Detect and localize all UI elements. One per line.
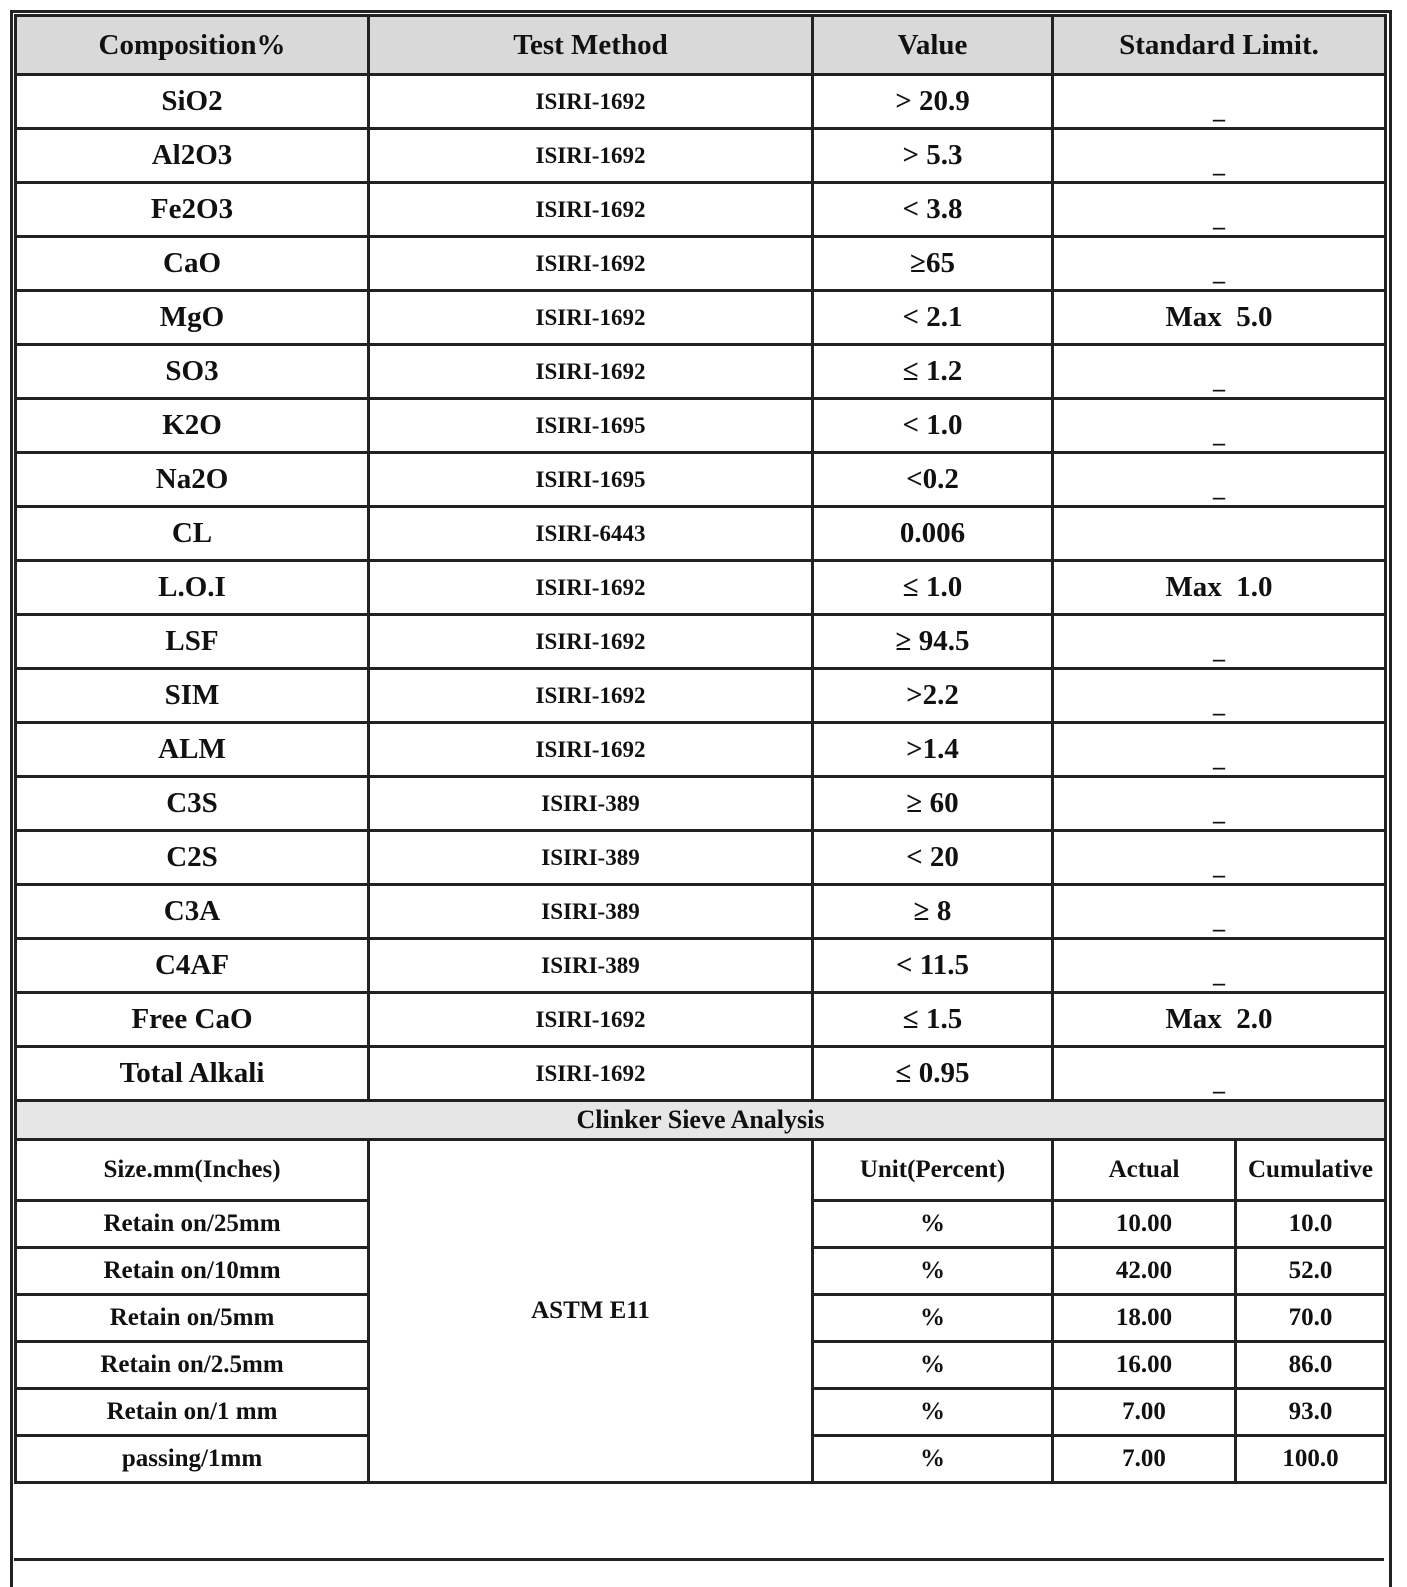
composition-cell: K2O — [16, 399, 369, 453]
table-row — [16, 615, 1386, 669]
composition-cell: C3S — [16, 777, 369, 831]
sieve-size-cell: passing/1mm — [16, 1436, 369, 1483]
standard-limit-cell — [1053, 993, 1386, 1047]
sieve-unit-cell: % — [813, 1389, 1053, 1436]
standard-limit-cell — [1053, 453, 1386, 507]
table-row — [16, 561, 1386, 615]
clinker-spec-table — [14, 14, 1387, 1484]
standard-limit-text: _ — [1213, 98, 1225, 124]
standard-limit-text: _ — [1213, 962, 1225, 988]
standard-limit-cell — [1053, 777, 1386, 831]
header-test-method: Test Method — [369, 16, 813, 75]
standard-limit-cell — [1053, 885, 1386, 939]
composition-cell: CaO — [16, 237, 369, 291]
standard-limit-text: Max 5.0 — [1165, 301, 1273, 333]
sieve-unit-cell: % — [813, 1295, 1053, 1342]
standard-limit-text: _ — [1213, 152, 1225, 178]
test-method-cell: ISIRI-1692 — [369, 723, 813, 777]
standard-limit-cell — [1053, 1047, 1386, 1101]
composition-cell: Free CaO — [16, 993, 369, 1047]
standard-limit-cell — [1053, 561, 1386, 615]
sieve-cumulative-cell: 100.0 — [1236, 1436, 1386, 1483]
table-row — [16, 885, 1386, 939]
table-row — [16, 291, 1386, 345]
composition-cell: ALM — [16, 723, 369, 777]
standard-limit-text: _ — [1213, 260, 1225, 286]
table-row — [16, 183, 1386, 237]
composition-cell: SO3 — [16, 345, 369, 399]
table-row — [16, 345, 1386, 399]
sieve-size-cell: Retain on/5mm — [16, 1295, 369, 1342]
sieve-unit-cell: % — [813, 1248, 1053, 1295]
sieve-header-size: Size.mm(Inches) — [16, 1140, 369, 1201]
value-cell: < 2.1 — [813, 291, 1053, 345]
test-method-cell: ISIRI-1692 — [369, 669, 813, 723]
standard-limit-text: _ — [1213, 1070, 1225, 1096]
value-cell: ≤ 1.5 — [813, 993, 1053, 1047]
table-row — [16, 129, 1386, 183]
standard-limit-text: _ — [1213, 746, 1225, 772]
sieve-cumulative-cell: 70.0 — [1236, 1295, 1386, 1342]
value-cell: < 3.8 — [813, 183, 1053, 237]
composition-cell: Total Alkali — [16, 1047, 369, 1101]
composition-cell: C4AF — [16, 939, 369, 993]
composition-cell: MgO — [16, 291, 369, 345]
sieve-size-cell: Retain on/2.5mm — [16, 1342, 369, 1389]
value-cell: < 20 — [813, 831, 1053, 885]
sieve-actual-cell: 42.00 — [1053, 1248, 1236, 1295]
header-value: Value — [813, 16, 1053, 75]
value-cell: <0.2 — [813, 453, 1053, 507]
standard-limit-cell — [1053, 183, 1386, 237]
header-row — [16, 16, 1386, 75]
sieve-header-unit: Unit(Percent) — [813, 1140, 1053, 1201]
value-cell: >2.2 — [813, 669, 1053, 723]
standard-limit-cell — [1053, 831, 1386, 885]
composition-cell: Al2O3 — [16, 129, 369, 183]
standard-limit-cell — [1053, 129, 1386, 183]
value-cell: > 20.9 — [813, 75, 1053, 129]
sieve-actual-cell: 18.00 — [1053, 1295, 1236, 1342]
table-row — [16, 507, 1386, 561]
value-cell: ≥ 8 — [813, 885, 1053, 939]
sieve-section-row — [16, 1101, 1386, 1140]
test-method-cell: ISIRI-1692 — [369, 345, 813, 399]
test-method-cell: ISIRI-1692 — [369, 615, 813, 669]
standard-limit-cell — [1053, 345, 1386, 399]
test-method-cell: ISIRI-1692 — [369, 75, 813, 129]
table-row — [16, 723, 1386, 777]
header-standard-limit: Standard Limit. — [1053, 16, 1386, 75]
test-method-cell: ISIRI-1692 — [369, 129, 813, 183]
sieve-section-title: Clinker Sieve Analysis — [16, 1101, 1386, 1140]
test-method-cell: ISIRI-389 — [369, 831, 813, 885]
table-row — [16, 939, 1386, 993]
value-cell: >1.4 — [813, 723, 1053, 777]
composition-cell: LSF — [16, 615, 369, 669]
sieve-unit-cell: % — [813, 1342, 1053, 1389]
table-row — [16, 777, 1386, 831]
test-method-cell: ISIRI-1692 — [369, 1047, 813, 1101]
sieve-actual-cell: 10.00 — [1053, 1201, 1236, 1248]
sieve-header-row — [16, 1140, 1386, 1201]
sieve-unit-cell: % — [813, 1201, 1053, 1248]
test-method-cell: ISIRI-1692 — [369, 993, 813, 1047]
composition-cell: SiO2 — [16, 75, 369, 129]
sieve-actual-cell: 7.00 — [1053, 1436, 1236, 1483]
standard-limit-text: Max 1.0 — [1165, 571, 1273, 603]
sieve-cumulative-cell: 52.0 — [1236, 1248, 1386, 1295]
test-method-cell: ISIRI-1692 — [369, 183, 813, 237]
composition-cell: Na2O — [16, 453, 369, 507]
sieve-size-cell: Retain on/25mm — [16, 1201, 369, 1248]
standard-limit-text: _ — [1213, 476, 1225, 502]
standard-limit-cell — [1053, 669, 1386, 723]
table-row — [16, 669, 1386, 723]
value-cell: ≥ 60 — [813, 777, 1053, 831]
sieve-header-actual: Actual — [1053, 1140, 1236, 1201]
test-method-cell: ISIRI-6443 — [369, 507, 813, 561]
test-method-cell: ISIRI-1692 — [369, 291, 813, 345]
standard-limit-text: _ — [1213, 692, 1225, 718]
standard-limit-text: _ — [1213, 368, 1225, 394]
composition-cell: C3A — [16, 885, 369, 939]
sieve-size-cell: Retain on/10mm — [16, 1248, 369, 1295]
composition-cell: L.O.I — [16, 561, 369, 615]
test-method-cell: ISIRI-389 — [369, 885, 813, 939]
standard-limit-cell — [1053, 939, 1386, 993]
standard-limit-cell — [1053, 399, 1386, 453]
composition-cell: CL — [16, 507, 369, 561]
composition-cell: SIM — [16, 669, 369, 723]
value-cell: < 11.5 — [813, 939, 1053, 993]
test-method-cell: ISIRI-1692 — [369, 561, 813, 615]
sieve-header-cumulative: Cumulative — [1236, 1140, 1386, 1201]
standard-limit-text: _ — [1213, 854, 1225, 880]
value-cell: ≥ 94.5 — [813, 615, 1053, 669]
standard-limit-text: _ — [1213, 206, 1225, 232]
test-method-cell: ISIRI-389 — [369, 939, 813, 993]
test-method-cell: ISIRI-389 — [369, 777, 813, 831]
table-row — [16, 453, 1386, 507]
standard-limit-cell — [1053, 291, 1386, 345]
value-cell: ≤ 1.0 — [813, 561, 1053, 615]
standard-limit-text: _ — [1213, 800, 1225, 826]
value-cell: 0.006 — [813, 507, 1053, 561]
standard-limit-text: _ — [1213, 908, 1225, 934]
standard-limit-cell — [1053, 723, 1386, 777]
value-cell: > 5.3 — [813, 129, 1053, 183]
table-row — [16, 399, 1386, 453]
composition-cell: Fe2O3 — [16, 183, 369, 237]
sieve-actual-cell: 16.00 — [1053, 1342, 1236, 1389]
sieve-cumulative-cell: 86.0 — [1236, 1342, 1386, 1389]
standard-limit-cell — [1053, 615, 1386, 669]
composition-cell: C2S — [16, 831, 369, 885]
sieve-actual-cell: 7.00 — [1053, 1389, 1236, 1436]
value-cell: ≥65 — [813, 237, 1053, 291]
table-row — [16, 75, 1386, 129]
table-row — [16, 237, 1386, 291]
sieve-size-cell: Retain on/1 mm — [16, 1389, 369, 1436]
standard-limit-text: Max 2.0 — [1165, 1003, 1273, 1035]
standard-limit-text: _ — [1213, 638, 1225, 664]
sieve-unit-cell: % — [813, 1436, 1053, 1483]
sieve-cumulative-cell: 10.0 — [1236, 1201, 1386, 1248]
standard-limit-cell — [1053, 237, 1386, 291]
value-cell: < 1.0 — [813, 399, 1053, 453]
standard-limit-cell — [1053, 507, 1386, 561]
table-row — [16, 831, 1386, 885]
header-composition: Composition% — [16, 16, 369, 75]
bottom-rule — [14, 1558, 1384, 1561]
standard-limit-text: _ — [1213, 422, 1225, 448]
sieve-cumulative-cell: 93.0 — [1236, 1389, 1386, 1436]
standard-limit-cell — [1053, 75, 1386, 129]
test-method-cell: ISIRI-1695 — [369, 453, 813, 507]
value-cell: ≤ 0.95 — [813, 1047, 1053, 1101]
table-row — [16, 1047, 1386, 1101]
test-method-cell: ISIRI-1692 — [369, 237, 813, 291]
value-cell: ≤ 1.2 — [813, 345, 1053, 399]
table-row — [16, 993, 1386, 1047]
sieve-test-method: ASTM E11 — [369, 1140, 813, 1483]
test-method-cell: ISIRI-1695 — [369, 399, 813, 453]
